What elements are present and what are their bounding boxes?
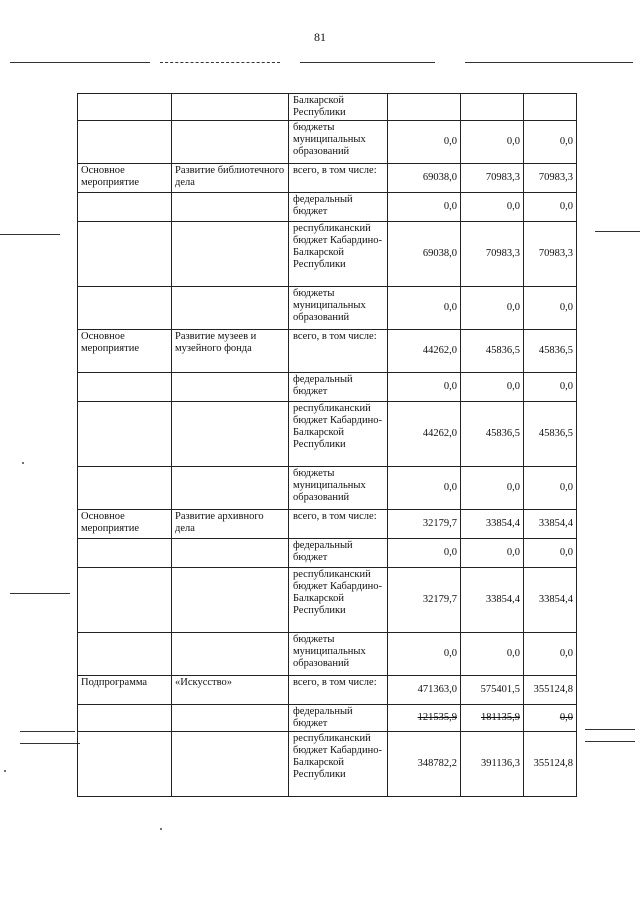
value-year3-cell: 45836,5 xyxy=(524,402,577,467)
table-row xyxy=(78,193,577,222)
value-year2-cell xyxy=(461,94,524,121)
measure-name-cell xyxy=(172,539,289,568)
budget-table xyxy=(77,93,577,797)
value-year1-cell: 471363,0 xyxy=(388,676,461,705)
measure-type-cell xyxy=(78,467,172,510)
funding-source-cell: всего, в том числе: xyxy=(289,510,388,539)
table-row xyxy=(78,568,577,633)
measure-name-cell xyxy=(172,732,289,797)
value-year3-cell: 0,0 xyxy=(524,373,577,402)
measure-name-cell xyxy=(172,705,289,732)
value-year3-cell: 70983,3 xyxy=(524,222,577,287)
table-row xyxy=(78,732,577,797)
value-year3-cell: 0,0 xyxy=(524,539,577,568)
table-row xyxy=(78,287,577,330)
value-year1-cell: 0,0 xyxy=(388,373,461,402)
table-row xyxy=(78,94,577,121)
funding-source-cell: республиканский бюджет Кабардино-Балкарской Республики xyxy=(289,732,388,797)
measure-name-cell xyxy=(172,373,289,402)
value-year1-cell: 0,0 xyxy=(388,467,461,510)
measure-name-cell xyxy=(172,222,289,287)
scan-rule xyxy=(300,62,435,63)
funding-source-cell: республиканский бюджет Кабардино-Балкарской Республики xyxy=(289,402,388,467)
funding-source-cell: бюджеты муниципальных образований xyxy=(289,121,388,164)
value-year2-cell: 575401,5 xyxy=(461,676,524,705)
funding-source-cell: республиканский бюджет Кабардино-Балкарской Республики xyxy=(289,222,388,287)
table-row xyxy=(78,633,577,676)
scan-rule xyxy=(465,62,633,63)
table-row xyxy=(78,402,577,467)
value-year2-cell: 70983,3 xyxy=(461,222,524,287)
funding-source-cell: бюджеты муниципальных образований xyxy=(289,467,388,510)
value-year2-cell: 33854,4 xyxy=(461,568,524,633)
scan-rule xyxy=(585,741,635,742)
value-year3-cell: 33854,4 xyxy=(524,510,577,539)
table-row xyxy=(78,330,577,373)
table-row xyxy=(78,539,577,568)
measure-type-cell xyxy=(78,287,172,330)
funding-source-cell: республиканский бюджет Кабардино-Балкарской Республики xyxy=(289,568,388,633)
table-row xyxy=(78,164,577,193)
scan-dot xyxy=(22,462,24,464)
measure-name-cell xyxy=(172,287,289,330)
value-year1-cell: 348782,2 xyxy=(388,732,461,797)
table-row xyxy=(78,121,577,164)
funding-source-cell: федеральный бюджет xyxy=(289,705,388,732)
measure-name-cell xyxy=(172,568,289,633)
page-number: 81 xyxy=(314,30,326,44)
value-year2-cell: 0,0 xyxy=(461,373,524,402)
scan-rule xyxy=(20,743,80,744)
scan-rule xyxy=(0,234,60,235)
measure-name-cell xyxy=(172,121,289,164)
funding-source-cell: всего, в том числе: xyxy=(289,164,388,193)
measure-name-cell xyxy=(172,633,289,676)
value-year2-cell: 0,0 xyxy=(461,467,524,510)
value-year1-cell: 121535,9 xyxy=(388,705,461,732)
measure-type-cell: Основное мероприятие xyxy=(78,510,172,539)
measure-type-cell: Основное мероприятие xyxy=(78,330,172,373)
measure-name-cell: Развитие библиотечного дела xyxy=(172,164,289,193)
measure-type-cell xyxy=(78,705,172,732)
measure-name-cell xyxy=(172,94,289,121)
funding-source-cell: бюджеты муниципальных образований xyxy=(289,287,388,330)
measure-type-cell xyxy=(78,373,172,402)
scan-rule xyxy=(20,731,75,732)
value-year2-cell: 45836,5 xyxy=(461,402,524,467)
value-year2-cell: 0,0 xyxy=(461,539,524,568)
scan-dot xyxy=(160,828,162,830)
funding-source-cell: федеральный бюджет xyxy=(289,193,388,222)
table-row xyxy=(78,467,577,510)
measure-type-cell xyxy=(78,121,172,164)
funding-source-cell: федеральный бюджет xyxy=(289,539,388,568)
measure-type-cell: Основное мероприятие xyxy=(78,164,172,193)
value-year1-cell: 0,0 xyxy=(388,633,461,676)
value-year1-cell: 0,0 xyxy=(388,287,461,330)
value-year1-cell: 32179,7 xyxy=(388,568,461,633)
value-year1-cell: 44262,0 xyxy=(388,330,461,373)
value-year2-cell: 33854,4 xyxy=(461,510,524,539)
value-year2-cell: 70983,3 xyxy=(461,164,524,193)
value-year3-cell: 45836,5 xyxy=(524,330,577,373)
measure-name-cell xyxy=(172,467,289,510)
value-year2-cell: 0,0 xyxy=(461,633,524,676)
measure-name-cell: Развитие музеев и музейного фонда xyxy=(172,330,289,373)
value-year3-cell: 0,0 xyxy=(524,193,577,222)
value-year1-cell: 0,0 xyxy=(388,193,461,222)
scan-rule xyxy=(10,62,150,63)
value-year1-cell: 69038,0 xyxy=(388,222,461,287)
value-year3-cell: 355124,8 xyxy=(524,676,577,705)
value-year2-cell: 391136,3 xyxy=(461,732,524,797)
scan-rule xyxy=(585,729,635,730)
measure-name-cell: «Искусство» xyxy=(172,676,289,705)
value-year1-cell xyxy=(388,94,461,121)
value-year3-cell xyxy=(524,94,577,121)
table-row xyxy=(78,705,577,732)
funding-source-cell: всего, в том числе: xyxy=(289,676,388,705)
value-year3-cell: 0,0 xyxy=(524,705,577,732)
measure-type-cell xyxy=(78,222,172,287)
value-year1-cell: 0,0 xyxy=(388,121,461,164)
value-year2-cell: 0,0 xyxy=(461,287,524,330)
table-row xyxy=(78,510,577,539)
value-year3-cell: 0,0 xyxy=(524,287,577,330)
table-row xyxy=(78,222,577,287)
value-year1-cell: 0,0 xyxy=(388,539,461,568)
measure-type-cell xyxy=(78,732,172,797)
measure-type-cell xyxy=(78,193,172,222)
measure-name-cell xyxy=(172,193,289,222)
funding-source-cell: Балкарской Республики xyxy=(289,94,388,121)
scan-rule xyxy=(10,593,70,594)
value-year1-cell: 44262,0 xyxy=(388,402,461,467)
measure-name-cell: Развитие архивного дела xyxy=(172,510,289,539)
value-year2-cell: 181135,9 xyxy=(461,705,524,732)
value-year3-cell: 0,0 xyxy=(524,633,577,676)
value-year3-cell: 0,0 xyxy=(524,121,577,164)
value-year1-cell: 69038,0 xyxy=(388,164,461,193)
funding-source-cell: федеральный бюджет xyxy=(289,373,388,402)
funding-source-cell: всего, в том числе: xyxy=(289,330,388,373)
value-year2-cell: 0,0 xyxy=(461,121,524,164)
measure-name-cell xyxy=(172,402,289,467)
scan-rule xyxy=(160,62,280,63)
measure-type-cell xyxy=(78,633,172,676)
table-row xyxy=(78,373,577,402)
value-year3-cell: 70983,3 xyxy=(524,164,577,193)
funding-source-cell: бюджеты муниципальных образований xyxy=(289,633,388,676)
measure-type-cell xyxy=(78,568,172,633)
value-year3-cell: 355124,8 xyxy=(524,732,577,797)
value-year3-cell: 0,0 xyxy=(524,467,577,510)
scan-dot xyxy=(4,770,6,772)
value-year1-cell: 32179,7 xyxy=(388,510,461,539)
table-row xyxy=(78,676,577,705)
measure-type-cell xyxy=(78,539,172,568)
measure-type-cell xyxy=(78,94,172,121)
scan-rule xyxy=(595,231,640,232)
value-year2-cell: 45836,5 xyxy=(461,330,524,373)
measure-type-cell: Подпрограмма xyxy=(78,676,172,705)
value-year3-cell: 33854,4 xyxy=(524,568,577,633)
value-year2-cell: 0,0 xyxy=(461,193,524,222)
measure-type-cell xyxy=(78,402,172,467)
